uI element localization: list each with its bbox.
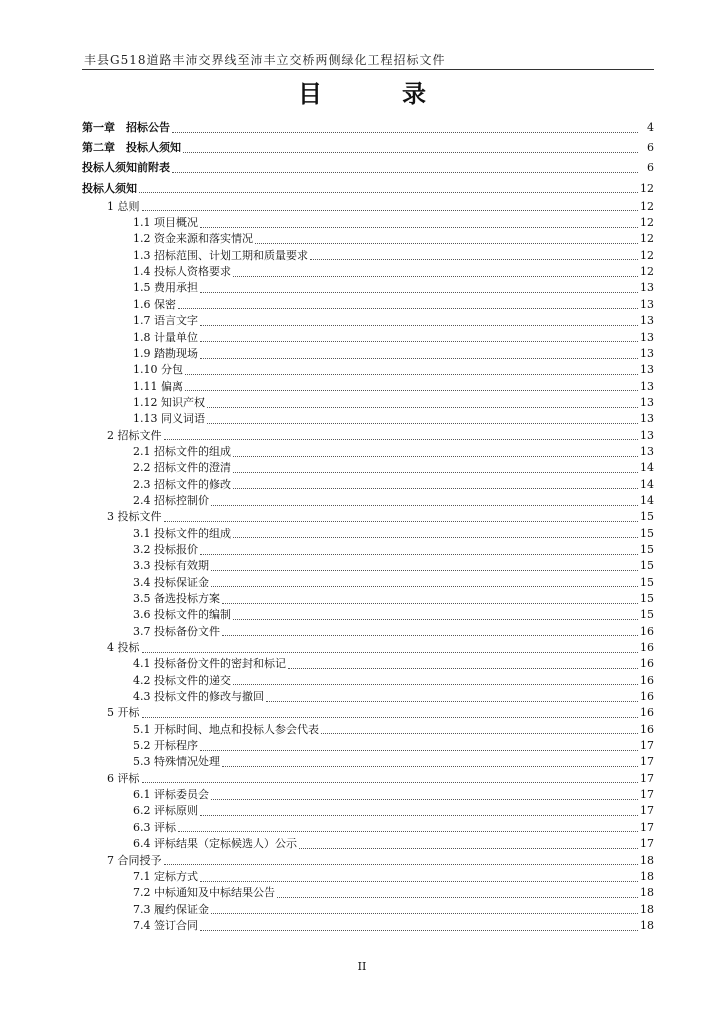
toc-entry[interactable] [82,656,654,672]
toc-entry-page: 17 [640,739,654,753]
toc-entry-label: 1.12 知识产权 [133,395,205,409]
toc-entry[interactable] [82,313,654,329]
toc-entry-label: 7.4 签订合同 [133,918,198,932]
toc-entry[interactable] [82,280,654,296]
toc-entry[interactable] [82,118,654,138]
dot-leader [200,226,638,228]
dot-leader [233,455,638,457]
table-of-contents [82,118,654,934]
dot-leader [185,389,638,391]
toc-entry-page: 12 [640,265,654,279]
dot-leader [255,242,638,244]
toc-entry-label: 6.4 评标结果（定标候选人）公示 [133,837,297,851]
toc-entry-label: 3.6 投标文件的编制 [133,608,231,622]
dot-leader [139,191,638,193]
toc-entry-page: 17 [640,837,654,851]
dot-leader [211,569,638,571]
toc-entry-page: 16 [640,722,654,736]
toc-entry[interactable] [82,444,654,460]
toc-entry-label: 4.2 投标文件的递交 [133,673,231,687]
toc-entry[interactable] [82,460,654,476]
toc-entry-label: 3.5 备选投标方案 [133,592,220,605]
toc-entry-label: 1.10 分包 [133,363,183,377]
toc-entry[interactable] [82,509,654,525]
toc-entry-label: 3.7 投标备份文件 [133,624,220,638]
toc-entry-label: 2.2 招标文件的澄清 [133,461,231,475]
toc-entry-page: 16 [640,624,654,638]
toc-entry[interactable] [82,754,654,770]
toc-entry-label: 4.3 投标文件的修改与撤回 [133,690,264,704]
toc-entry-page: 12 [640,248,654,262]
toc-entry-page: 17 [640,804,654,818]
toc-entry-label: 6.1 评标委员会 [133,788,209,802]
toc-entry-page: 15 [640,510,654,524]
dot-leader [185,373,638,375]
toc-entry-page: 15 [640,592,654,605]
dot-leader [200,357,638,359]
toc-entry[interactable] [82,330,654,346]
toc-entry-page: 6 [647,141,654,155]
toc-entry-page: 17 [640,771,654,785]
dot-leader [211,912,638,914]
toc-entry-label: 1.11 偏离 [133,379,183,393]
dot-leader [222,634,638,636]
toc-entry-page: 18 [640,902,654,916]
toc-entry-label: 2.1 招标文件的组成 [133,444,231,458]
toc-entry-page: 13 [640,281,654,295]
page-title: 目 录 [298,80,454,108]
toc-entry[interactable] [82,722,654,738]
dot-leader [178,307,638,309]
toc-entry-page: 17 [640,755,654,769]
toc-entry[interactable] [82,477,654,493]
dot-leader [288,667,638,669]
toc-entry-label: 1.13 同义词语 [133,412,205,426]
toc-entry[interactable] [82,902,654,918]
toc-entry[interactable] [82,362,654,378]
dot-leader [321,732,638,734]
toc-entry[interactable] [82,673,654,689]
toc-entry[interactable] [82,738,654,754]
toc-entry-label: 7.2 中标通知及中标结果公告 [133,886,275,900]
toc-entry[interactable] [82,526,654,542]
dot-leader [178,830,638,832]
dot-leader [233,487,638,489]
toc-entry-page: 13 [640,346,654,360]
dot-leader [310,258,638,260]
toc-entry[interactable] [82,787,654,803]
toc-entry-label: 3.1 投标文件的组成 [133,526,231,540]
dot-leader [164,863,639,865]
toc-entry-label: 5.3 特殊情况处理 [133,755,220,769]
dot-leader [233,471,638,473]
toc-entry-label: 1.8 计量单位 [133,330,198,344]
toc-entry[interactable] [82,158,654,178]
toc-entry-label: 6 评标 [107,771,140,785]
dot-leader [211,798,638,800]
dot-leader [222,602,638,604]
toc-entry[interactable] [82,705,654,721]
toc-entry-label: 2.4 招标控制价 [133,493,209,507]
toc-entry-label: 1.4 投标人资格要求 [133,265,231,279]
toc-entry-page: 13 [640,444,654,458]
toc-entry-page: 18 [640,886,654,900]
toc-entry[interactable] [82,297,654,313]
toc-entry[interactable] [82,689,654,705]
toc-entry-page: 15 [640,542,654,556]
toc-entry[interactable] [82,869,654,885]
dot-leader [233,683,638,685]
dot-leader [172,171,638,173]
toc-entry[interactable] [82,918,654,934]
toc-entry-label: 3.3 投标有效期 [133,559,209,573]
dot-leader [266,700,638,702]
running-header: 丰县G518道路丰沛交界线至沛丰立交桥两侧绿化工程招标文件 [84,53,446,67]
toc-entry-page: 17 [640,820,654,834]
toc-entry-label: 投标人须知前附表 [82,161,170,175]
toc-entry-page: 13 [640,428,654,442]
toc-entry-page: 13 [640,395,654,409]
dot-leader [200,291,638,293]
toc-entry-page: 15 [640,608,654,622]
toc-entry-label: 1.9 踏勘现场 [133,346,198,360]
toc-entry-page: 14 [640,493,654,507]
toc-entry[interactable] [82,836,654,852]
toc-entry[interactable] [82,558,654,574]
dot-leader [164,520,639,522]
dot-leader [233,618,638,620]
toc-entry-label: 4 投标 [107,641,140,655]
dot-leader [183,151,638,153]
dot-leader [207,406,638,408]
toc-entry[interactable] [82,640,654,656]
toc-entry-page: 14 [640,477,654,491]
toc-entry-page: 13 [640,297,654,311]
toc-entry[interactable] [82,803,654,819]
dot-leader [299,847,638,849]
toc-entry[interactable] [82,379,654,395]
toc-entry-page: 16 [640,690,654,704]
toc-entry[interactable] [82,411,654,427]
toc-entry-label: 4.1 投标备份文件的密封和标记 [133,657,286,671]
toc-entry-page: 6 [647,161,654,175]
dot-leader [200,814,638,816]
toc-entry[interactable] [82,346,654,362]
toc-entry[interactable] [82,395,654,411]
toc-entry-label: 7 合同授予 [107,853,162,867]
toc-entry-label: 5 开标 [107,706,140,720]
toc-entry-label: 2.3 招标文件的修改 [133,477,231,491]
toc-entry[interactable] [82,248,654,264]
dot-leader [211,585,638,587]
toc-entry-page: 16 [640,657,654,671]
toc-entry[interactable] [82,215,654,231]
toc-entry-page: 16 [640,641,654,655]
toc-entry-page: 15 [640,526,654,540]
toc-entry-label: 7.3 履约保证金 [133,902,209,916]
toc-entry[interactable] [82,493,654,509]
toc-entry[interactable] [82,591,654,607]
toc-entry-page: 13 [640,314,654,328]
dot-leader [222,765,638,767]
toc-entry-page: 12 [640,181,654,195]
dot-leader [172,131,638,133]
dot-leader [233,275,638,277]
toc-entry[interactable] [82,607,654,623]
dot-leader [207,422,638,424]
toc-entry[interactable] [82,624,654,640]
toc-entry-label: 6.3 评标 [133,820,176,834]
toc-entry-page: 15 [640,575,654,589]
toc-entry-page: 13 [640,412,654,426]
page-number: II [357,960,367,973]
toc-entry-label: 第二章 投标人须知 [82,141,181,155]
toc-entry-page: 13 [640,379,654,393]
toc-entry[interactable] [82,264,654,280]
toc-entry-page: 18 [640,869,654,883]
toc-entry[interactable] [82,428,654,444]
toc-entry-page: 15 [640,559,654,573]
toc-entry-label: 第一章 招标公告 [82,121,170,134]
dot-leader [142,209,639,211]
toc-entry-page: 18 [640,853,654,867]
dot-leader [233,536,638,538]
dot-leader [142,651,639,653]
dot-leader [211,504,638,506]
dot-leader [200,324,638,326]
toc-entry-page: 12 [640,216,654,230]
toc-entry-label: 6.2 评标原则 [133,804,198,818]
dot-leader [277,896,638,898]
dot-leader [142,716,639,718]
toc-entry[interactable] [82,575,654,591]
dot-leader [200,929,638,931]
toc-entry-label: 3.4 投标保证金 [133,575,209,589]
toc-entry-label: 1.3 招标范围、计划工期和质量要求 [133,248,308,262]
toc-entry-label: 1.2 资金来源和落实情况 [133,232,253,246]
dot-leader [200,749,638,751]
toc-entry-page: 16 [640,706,654,720]
toc-entry-label: 3.2 投标报价 [133,542,198,556]
toc-entry-label: 1.6 保密 [133,297,176,311]
toc-entry-page: 16 [640,673,654,687]
dot-leader [142,781,639,783]
dot-leader [200,880,638,882]
toc-entry-page: 18 [640,918,654,932]
toc-entry-label: 投标人须知 [82,181,137,195]
toc-entry[interactable] [82,138,654,158]
toc-entry[interactable] [82,179,654,199]
dot-leader [200,553,638,555]
toc-entry-page: 12 [640,232,654,246]
toc-entry[interactable] [82,771,654,787]
toc-entry-label: 1.7 语言文字 [133,314,198,328]
toc-entry-label: 1 总则 [107,199,140,213]
toc-entry[interactable] [82,542,654,558]
toc-entry[interactable] [82,199,654,215]
toc-entry-page: 13 [640,330,654,344]
toc-entry-page: 4 [647,121,654,134]
dot-leader [200,340,638,342]
toc-entry-label: 7.1 定标方式 [133,869,198,883]
toc-entry-label: 2 招标文件 [107,428,162,442]
toc-entry-label: 5.1 开标时间、地点和投标人参会代表 [133,722,319,736]
toc-entry-label: 1.5 费用承担 [133,281,198,295]
toc-entry-label: 5.2 开标程序 [133,739,198,753]
toc-entry-page: 13 [640,363,654,377]
toc-entry[interactable] [82,231,654,247]
header-divider [82,69,654,70]
dot-leader [164,438,639,440]
toc-entry[interactable] [82,853,654,869]
toc-entry-label: 3 投标文件 [107,510,162,524]
toc-entry[interactable] [82,820,654,836]
toc-entry[interactable] [82,885,654,901]
toc-entry-page: 12 [640,199,654,213]
toc-entry-page: 14 [640,461,654,475]
toc-entry-label: 1.1 项目概况 [133,216,198,230]
toc-entry-page: 17 [640,788,654,802]
